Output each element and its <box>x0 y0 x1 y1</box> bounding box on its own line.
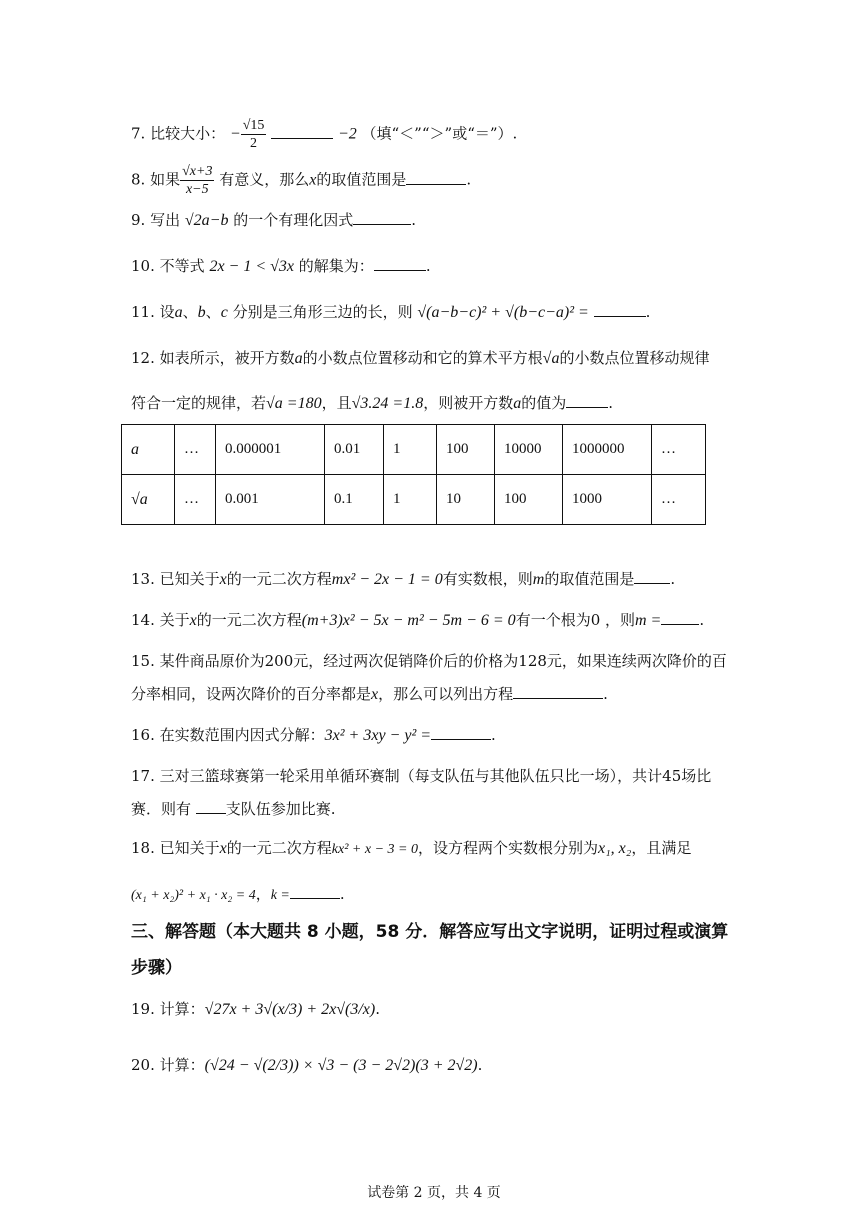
section-heading: 三、解答题（本大题共 8 小题，58 分．解答应写出文字说明，证明过程或演算 步骤） <box>131 922 729 978</box>
equation: mx² − 2x − 1 = 0 <box>331 571 443 588</box>
question-7: 7. 比较大小： − $\frac{√15}{2}$ −2 （填“＜”“＞”或“＝”）. <box>131 118 518 151</box>
question-15-line-1: 15. 某件商品原价为200元，经过两次促销降价后的价格为128元，如果连续两次降价的百 <box>131 652 727 670</box>
question-20: 20. 计算：(√24 − √(2/3)) × √3 − (3 − 2√2)(3 + 2√2). <box>131 1056 483 1074</box>
question-number: 8. <box>131 170 146 189</box>
table-cell: 10 <box>437 475 495 525</box>
answer-blank[interactable] <box>594 302 646 317</box>
question-17-line-1: 17. 三对三篮球赛第一轮采用单循环赛制（每支队伍与其他队伍只比一场），共计45场比 <box>131 767 712 785</box>
table-cell: √a <box>122 475 175 525</box>
table-cell: a <box>122 425 175 475</box>
question-number: 18. <box>131 839 155 857</box>
radical-expression: √27x + 3√(x/3) + 2x√(3/x) <box>204 1001 376 1018</box>
answer-blank[interactable] <box>513 684 603 699</box>
question-number: 16. <box>131 726 155 744</box>
question-number: 10. <box>131 257 155 275</box>
equation: kx² + x − 3 = 0 <box>331 842 418 857</box>
table-cell: 1000000 <box>563 425 652 475</box>
table-cell: 0.000001 <box>216 425 325 475</box>
question-16: 16. 在实数范围内因式分解：3x² + 3xy − y² = . <box>131 726 496 744</box>
answer-blank[interactable] <box>566 393 608 408</box>
question-13: 13. 已知关于x的一元二次方程mx² − 2x − 1 = 0有实数根，则m的取值范围是 . <box>131 570 676 588</box>
condition-expression: (x₁ + x₂)² + x₁ · x₂ = 4 <box>131 888 256 903</box>
polynomial: 3x² + 3xy − y² = <box>324 727 432 744</box>
question-number: 12. <box>131 349 155 367</box>
answer-blank[interactable] <box>634 569 670 584</box>
table-cell: … <box>175 475 216 525</box>
table-row <box>122 425 706 475</box>
table-cell: … <box>652 425 706 475</box>
table-cell: 100 <box>437 425 495 475</box>
equation: (m+3)x² − 5x − m² − 5m − 6 = 0 <box>301 612 516 629</box>
question-number: 20. <box>131 1056 155 1074</box>
question-number: 7. <box>131 124 146 143</box>
question-number: 17. <box>131 767 155 785</box>
question-number: 14. <box>131 611 155 629</box>
table-cell: 1000 <box>563 475 652 525</box>
question-number: 11. <box>131 303 155 321</box>
table-cell: 0.01 <box>325 425 384 475</box>
inequality: 2x − 1 < √3x <box>209 258 295 275</box>
table-cell: … <box>652 475 706 525</box>
answer-blank[interactable] <box>374 256 426 271</box>
question-12-line-1: 12. 如表所示，被开方数a的小数点位置移动和它的算术平方根√a的小数点位置移动规律 <box>131 349 710 367</box>
question-number: 15. <box>131 652 155 670</box>
table-cell: … <box>175 425 216 475</box>
question-12-line-2: 符合一定的规律，若√a =180，且√3.24 =1.8，则被开方数a的值为 . <box>131 394 613 412</box>
radical-expression: √2a−b <box>184 212 229 229</box>
table-cell: 100 <box>495 475 563 525</box>
question-19: 19. 计算：√27x + 3√(x/3) + 2x√(3/x). <box>131 1000 380 1018</box>
question-number: 9. <box>131 211 146 229</box>
page-footer: 试卷第 2 页，共 4 页 <box>367 1185 501 1201</box>
question-18-line-1: 18. 已知关于x的一元二次方程kx² + x − 3 = 0，设方程两个实数根分别为x₁, x₂，且满足 <box>131 839 692 857</box>
value-table <box>121 424 706 525</box>
table-cell: 1 <box>384 425 437 475</box>
question-8: 8. 如果 $\frac{√x+3}{x-5}$ 有意义，那么x的取值范围是 . <box>131 164 472 197</box>
question-number: 13. <box>131 570 155 588</box>
answer-blank[interactable] <box>271 124 333 139</box>
question-15-line-2: 分率相同，设两次降价的百分率都是x，那么可以列出方程 . <box>131 685 608 703</box>
table-cell: 10000 <box>495 425 563 475</box>
question-number: 19. <box>131 1000 155 1018</box>
answer-blank[interactable] <box>406 170 466 185</box>
radical-expression: (√24 − √(2/3)) × √3 − (3 − 2√2)(3 + 2√2) <box>204 1057 478 1074</box>
question-14: 14. 关于x的一元二次方程(m+3)x² − 5x − m² − 5m − 6 = 0有一个根为0 ，则m = . <box>131 611 705 629</box>
question-9: 9. 写出 √2a−b 的一个有理化因式 . <box>131 211 417 229</box>
radical-expression: √(a−b−c)² + √(b−c−a)² = <box>417 304 589 321</box>
fraction: $\frac{√15}{2}$ <box>242 118 265 151</box>
question-18-line-2: (x₁ + x₂)² + x₁ · x₂ = 4，k = . <box>131 885 345 903</box>
question-11: 11. 设a、b、c 分别是三角形三边的长，则 √(a−b−c)² + √(b−c−a)² = . <box>131 303 651 321</box>
answer-blank[interactable] <box>661 610 699 625</box>
table-cell: 0.1 <box>325 475 384 525</box>
table-cell: 0.001 <box>216 475 325 525</box>
fraction: $\frac{√x+3}{x-5}$ <box>182 164 213 197</box>
question-17-line-2: 赛．则有 支队伍参加比赛. <box>131 800 336 818</box>
question-10: 10. 不等式 2x − 1 < √3x 的解集为： . <box>131 257 431 275</box>
table-row <box>122 475 706 525</box>
answer-blank[interactable] <box>431 725 491 740</box>
answer-blank[interactable] <box>353 210 411 225</box>
answer-blank[interactable] <box>196 799 226 814</box>
answer-blank[interactable] <box>290 884 340 899</box>
table-cell: 1 <box>384 475 437 525</box>
